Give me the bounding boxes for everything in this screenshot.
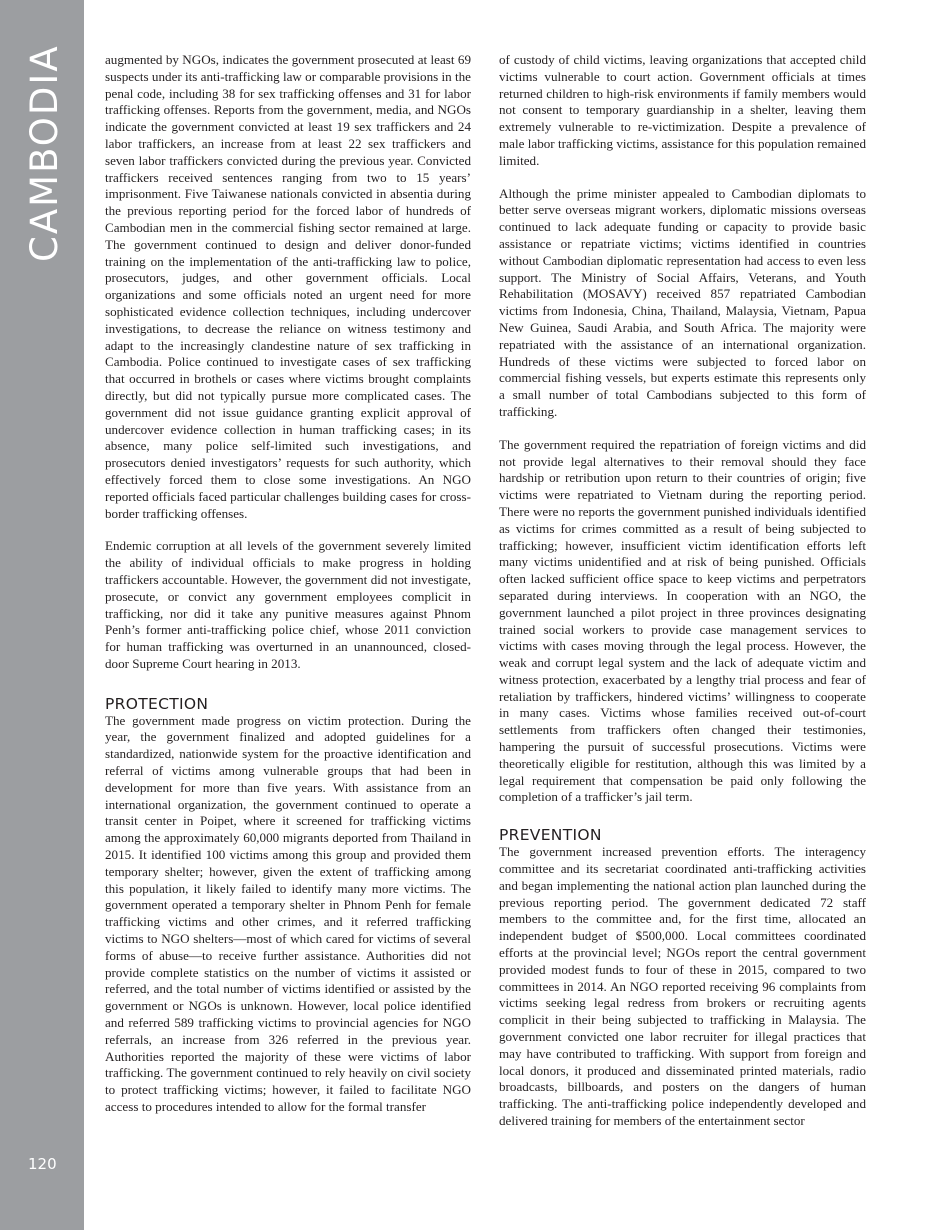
sidebar	[0, 0, 84, 1230]
section-heading-prevention: PREVENTION	[499, 826, 602, 845]
body-paragraph: Endemic corruption at all levels of the government severely limited the ability of individual officials to make progress in holding traffickers accountable. However, the government did not investigate, prosecute, or convict any government employees complicit in trafficking, nor did it take any punitive measures against Phnom Penh’s former anti-trafficking police chief, whose 2011 conviction for human trafficking was overturned in an unannounced, closed-door Supreme Court hearing in 2013.	[105, 538, 471, 671]
section-heading-protection: PROTECTION	[105, 694, 209, 713]
country-title: CAMBODIA	[23, 44, 66, 262]
right-column	[499, 52, 866, 1130]
page-number: 120	[28, 1155, 57, 1173]
body-paragraph: of custody of child victims, leaving organizations that accepted child victims vulnerable to court action. Government officials at times returned children to high-risk environments if family members would not consent to temporary guardianship in a shelter, leaving them extremely vulnerable to re-victimization. Despite a prevalence of male labor trafficking victims, assistance for this population remained limited.	[499, 52, 866, 168]
body-paragraph: Although the prime minister appealed to Cambodian diplomats to better serve overseas migrant workers, diplomatic missions overseas continued to lack adequate funding or capacity to provide basic assistance or repatriate victims; victims identified in countries without Cambodian diplomatic representation had access to even less support. The Ministry of Social Affairs, Veterans, and Youth Rehabilitation (MOSAVY) received 857 repatriated Cambodian victims from Indonesia, China, Thailand, Malaysia, Vietnam, Papua New Guinea, Saudi Arabia, and South Africa. The majority were repatriated with the assistance of an international organization. Hundreds of these victims were subjected to forced labor on commercial fishing vessels, but experts estimate this represents only a small number of total Cambodians subjected to this form of trafficking.	[499, 185, 866, 419]
body-paragraph: The government required the repatriation of foreign victims and did not provide legal alternatives to their removal should they face hardship or retribution upon return to their countries of origin; five victims were repatriated to Vietnam during the reporting period. There were no reports the government punished individuals identified as victims for crimes committed as a result of being subjected to trafficking; however, insufficient victim identification efforts left many victims unidentified and at risk of being punished. Officials often lacked sufficient office space to keep victims and perpetrators separated during interviews. In cooperation with an NGO, the government launched a pilot project in three provinces designating trained social workers to provide case management services to victims with cases moving through the legal process. However, the weak and corrupt legal system and the lack of adequate victim and witness protection, exacerbated by a lengthy trial process and fear of retaliation by traffickers, hindered victims’ willingness to cooperate in many cases. Victims whose families received out-of-court settlements from traffickers often changed their testimonies, hampering the pursuit of successful prosecutions. Victims were theoretically eligible for restitution, although this was limited by a legal requirement that compensation be paid only following the completion of a trafficker’s jail term.	[499, 436, 866, 805]
left-column	[105, 52, 471, 1116]
body-paragraph: augmented by NGOs, indicates the government prosecuted at least 69 suspects under its anti-trafficking law or comparable provisions in the penal code, including 38 for sex trafficking offenses and 31 for labor trafficking offenses. Reports from the government, media, and NGOs indicate the government convicted at least 19 sex traffickers and 24 labor traffickers, an increase from at least 22 sex traffickers and seven labor traffickers convicted during the previous year. Convicted traffickers received sentences ranging from two to 15 years’ imprisonment. Five Taiwanese nationals convicted in absentia during the previous reporting period for the forced labor of hundreds of Cambodian men in the commercial fishing sector remained at large. The government continued to design and deliver donor-funded training on the implementation of the anti-trafficking law to police, prosecutors, judges, and other government officials. Local organizations and some officials noted an urgent need for more sophisticated evidence collection techniques, including undercover investigations, to decrease the reliance on witness testimony and adapt to the increasingly clandestine nature of sex trafficking in Cambodia. Police continued to investigate cases of sex trafficking that occurred in brothels or cases where victims brought complaints directly, but did not typically pursue more complicated cases. The government did not issue guidance granting explicit approval of undercover evidence collection in human trafficking cases; in its absence, many police self-limited such investigations, and prosecutors denied investigators’ requests for such authority, which effectively forced them to close some investigations. An NGO reported officials faced particular challenges building cases for cross-border trafficking offenses.	[105, 52, 471, 521]
body-paragraph: The government increased prevention efforts. The interagency committee and its secretariat coordinated anti-trafficking activities and began implementing the national action plan launched during the previous reporting period. The government dedicated 72 staff members to the committee and, for the first time, allocated an independent budget of $500,000. Local committees coordinated efforts at the provincial level; NGOs report the central government provided modest funds to four of these in 2015, compared to two committees in 2014. An NGO reported receiving 96 complaints from victims seeking legal redress from brokers or recruiting agents complicit in their being subjected to trafficking in Malaysia. The government convicted one labor recruiter for illegal practices that may have contributed to trafficking. With support from foreign and local donors, it produced and disseminated printed materials, radio broadcasts, billboards, and posters on the dangers of human trafficking. The anti-trafficking police independently developed and delivered training for members of the entertainment sector	[499, 844, 866, 1129]
body-paragraph: The government made progress on victim protection. During the year, the government finalized and adopted guidelines for a standardized, nationwide system for the proactive identification and referral of victims among vulnerable groups that had been in development for more than five years. With assistance from an international organization, the government continued to operate a transit center in Poipet, where it screened for trafficking victims among the approximately 60,000 migrants deported from Thailand in 2015. It identified 100 victims among this group and provided them temporary shelter; however, given the extent of trafficking among this population, it likely failed to identify many more victims. The government operated a temporary shelter in Phnom Penh for female trafficking victims and other crimes, and it referred trafficking victims to NGO shelters—most of which cared for victims of several forms of abuse—to receive further assistance. Authorities did not provide complete statistics on the number of victims it assisted or referred, and the total number of victims identified or assisted by the government or NGOs is unknown. However, local police identified and referred 589 trafficking victims to provincial agencies for NGO referrals, an increase from 326 referred in the previous year. Authorities reported the majority of these were victims of labor trafficking. The government continued to rely heavily on civil society to protect trafficking victims; however, it failed to facilitate NGO access to procedures intended to allow for the formal transfer	[105, 712, 471, 1115]
